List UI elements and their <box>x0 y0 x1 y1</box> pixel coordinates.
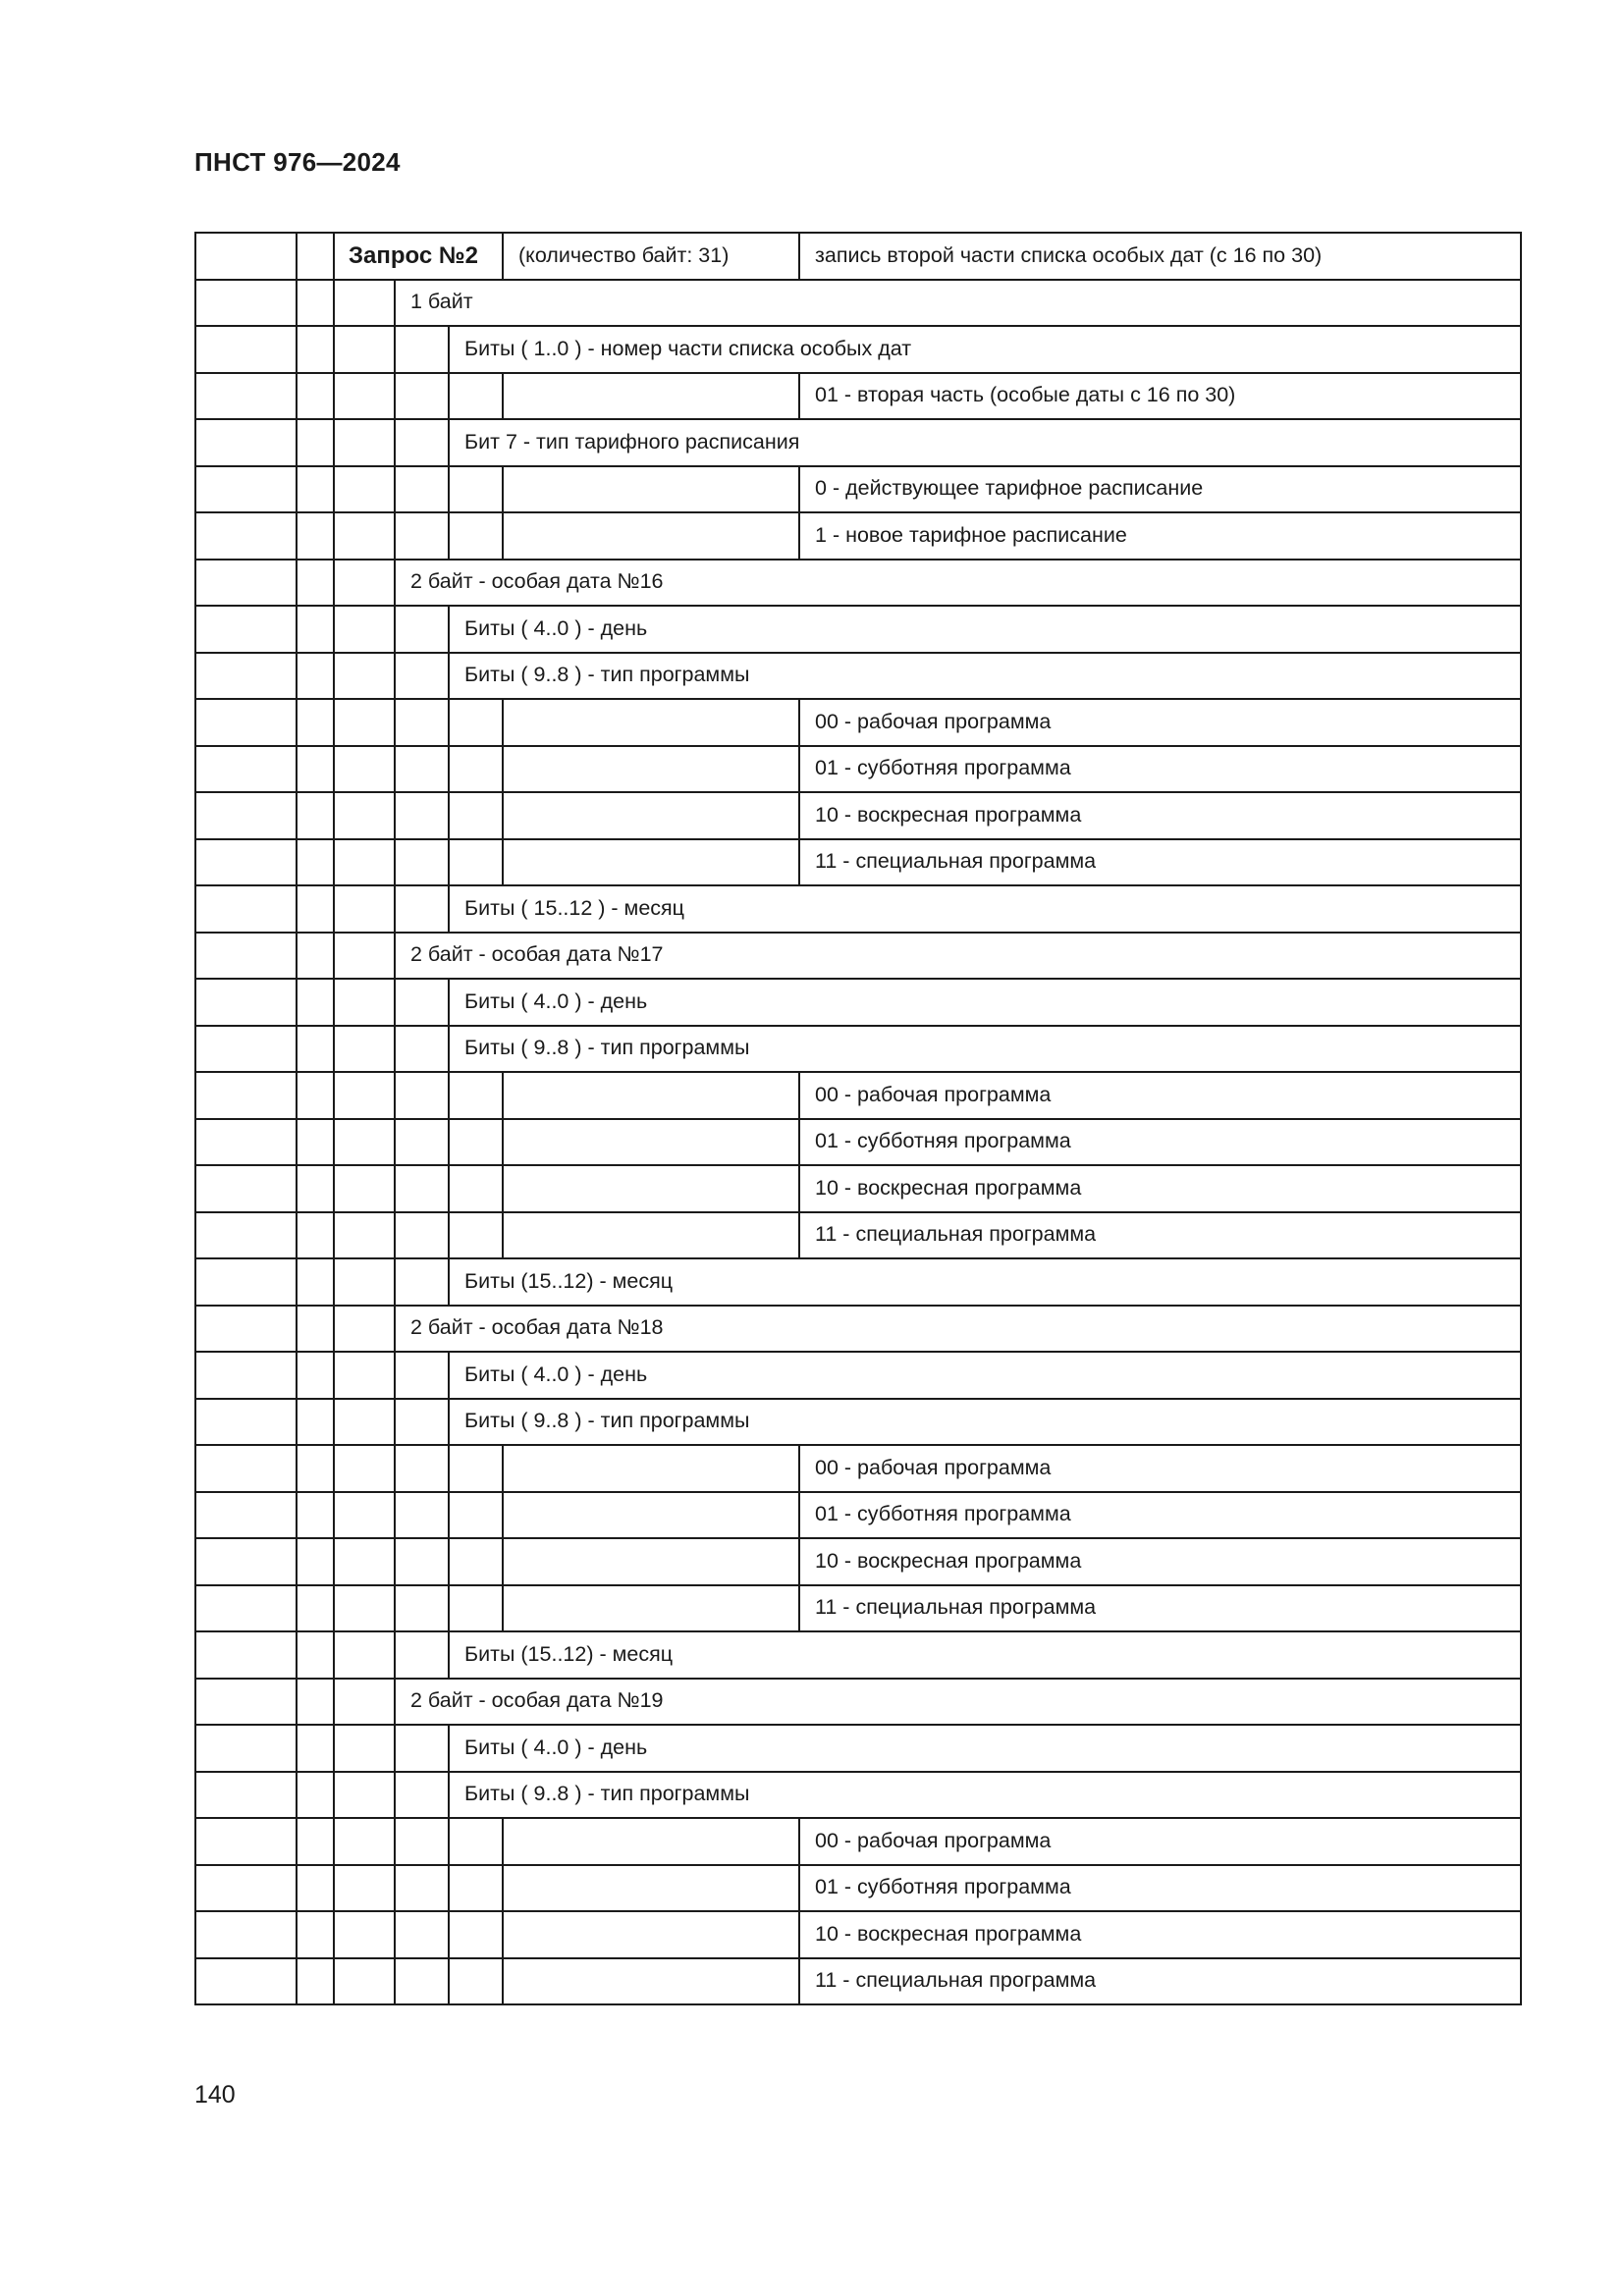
table-row <box>195 979 1521 1026</box>
empty-cell <box>334 1212 395 1259</box>
empty-cell <box>334 1725 395 1772</box>
empty-cell <box>334 1958 395 2005</box>
empty-cell <box>195 1725 297 1772</box>
empty-cell <box>395 1911 449 1958</box>
empty-cell <box>195 792 297 839</box>
empty-cell <box>297 1119 334 1166</box>
empty-cell <box>195 606 297 653</box>
bit-structure-table <box>194 232 1522 2005</box>
empty-cell <box>195 1585 297 1632</box>
empty-cell <box>449 1072 503 1119</box>
empty-cell <box>395 792 449 839</box>
empty-cell <box>195 1119 297 1166</box>
empty-cell <box>195 1306 297 1353</box>
empty-cell <box>395 1818 449 1865</box>
empty-cell <box>297 1072 334 1119</box>
bits-cell: Биты ( 1..0 ) - номер части списка особых дат <box>449 326 1521 373</box>
empty-cell <box>297 233 334 280</box>
empty-cell <box>297 373 334 420</box>
empty-cell <box>334 1772 395 1819</box>
empty-cell <box>195 933 297 980</box>
empty-cell <box>297 699 334 746</box>
table-row <box>195 1818 1521 1865</box>
value-cell: 01 - субботняя программа <box>799 1119 1521 1166</box>
table-row <box>195 1212 1521 1259</box>
table-body <box>195 233 1521 2004</box>
empty-cell <box>503 1072 799 1119</box>
empty-cell <box>334 979 395 1026</box>
bits-cell: Биты ( 9..8 ) - тип программы <box>449 1026 1521 1073</box>
empty-cell <box>195 466 297 513</box>
table-row <box>195 512 1521 560</box>
request-description: запись второй части списка особых дат (с 16 по 30) <box>799 233 1521 280</box>
empty-cell <box>503 1165 799 1212</box>
document-header: ПНСТ 976—2024 <box>194 147 401 177</box>
table-row <box>195 1865 1521 1912</box>
empty-cell <box>334 512 395 560</box>
empty-cell <box>334 1911 395 1958</box>
empty-cell <box>395 1631 449 1679</box>
empty-cell <box>195 1165 297 1212</box>
empty-cell <box>503 466 799 513</box>
table-row <box>195 746 1521 793</box>
empty-cell <box>503 1538 799 1585</box>
table-row <box>195 792 1521 839</box>
empty-cell <box>195 885 297 933</box>
empty-cell <box>449 1538 503 1585</box>
request-byte-count: (количество байт: 31) <box>503 233 799 280</box>
empty-cell <box>297 885 334 933</box>
empty-cell <box>395 1165 449 1212</box>
table-row <box>195 373 1521 420</box>
value-cell: 10 - воскресная программа <box>799 1911 1521 1958</box>
empty-cell <box>395 419 449 466</box>
empty-cell <box>395 1958 449 2005</box>
table-row <box>195 1725 1521 1772</box>
value-cell: 00 - рабочая программа <box>799 699 1521 746</box>
table-row <box>195 653 1521 700</box>
empty-cell <box>334 1445 395 1492</box>
empty-cell <box>395 1865 449 1912</box>
empty-cell <box>395 1772 449 1819</box>
empty-cell <box>334 839 395 886</box>
value-cell: 11 - специальная программа <box>799 1958 1521 2005</box>
empty-cell <box>195 1258 297 1306</box>
empty-cell <box>195 1679 297 1726</box>
table-row <box>195 1119 1521 1166</box>
empty-cell <box>395 1725 449 1772</box>
byte-cell: 2 байт - особая дата №16 <box>395 560 1521 607</box>
value-cell: 10 - воскресная программа <box>799 792 1521 839</box>
value-cell: 00 - рабочая программа <box>799 1818 1521 1865</box>
empty-cell <box>395 699 449 746</box>
empty-cell <box>449 1492 503 1539</box>
bits-cell: Биты (15..12) - месяц <box>449 1258 1521 1306</box>
empty-cell <box>334 1306 395 1353</box>
empty-cell <box>297 512 334 560</box>
empty-cell <box>449 373 503 420</box>
empty-cell <box>449 1165 503 1212</box>
empty-cell <box>395 1352 449 1399</box>
bits-cell: Биты (15..12) - месяц <box>449 1631 1521 1679</box>
empty-cell <box>195 280 297 327</box>
empty-cell <box>297 606 334 653</box>
table-row <box>195 1399 1521 1446</box>
empty-cell <box>297 1538 334 1585</box>
empty-cell <box>449 1865 503 1912</box>
empty-cell <box>395 1538 449 1585</box>
empty-cell <box>297 1258 334 1306</box>
value-cell: 11 - специальная программа <box>799 1212 1521 1259</box>
empty-cell <box>334 326 395 373</box>
table-row <box>195 933 1521 980</box>
value-cell: 10 - воскресная программа <box>799 1165 1521 1212</box>
empty-cell <box>334 560 395 607</box>
empty-cell <box>503 1585 799 1632</box>
empty-cell <box>297 839 334 886</box>
empty-cell <box>297 1958 334 2005</box>
request-header-row <box>195 233 1521 280</box>
bits-cell: Биты ( 4..0 ) - день <box>449 1352 1521 1399</box>
empty-cell <box>503 1212 799 1259</box>
empty-cell <box>297 1492 334 1539</box>
value-cell: 00 - рабочая программа <box>799 1445 1521 1492</box>
empty-cell <box>395 1072 449 1119</box>
empty-cell <box>297 560 334 607</box>
empty-cell <box>449 1911 503 1958</box>
empty-cell <box>395 466 449 513</box>
empty-cell <box>395 979 449 1026</box>
request-title: Запрос №2 <box>334 233 503 280</box>
empty-cell <box>395 1258 449 1306</box>
empty-cell <box>195 233 297 280</box>
empty-cell <box>297 1772 334 1819</box>
empty-cell <box>297 280 334 327</box>
empty-cell <box>195 1538 297 1585</box>
table-row <box>195 1538 1521 1585</box>
empty-cell <box>395 1026 449 1073</box>
empty-cell <box>449 1119 503 1166</box>
empty-cell <box>195 1818 297 1865</box>
empty-cell <box>297 1352 334 1399</box>
empty-cell <box>449 839 503 886</box>
table-row <box>195 1306 1521 1353</box>
empty-cell <box>503 1958 799 2005</box>
table-row <box>195 1631 1521 1679</box>
bits-cell: Биты ( 9..8 ) - тип программы <box>449 653 1521 700</box>
empty-cell <box>297 792 334 839</box>
empty-cell <box>503 839 799 886</box>
empty-cell <box>297 1679 334 1726</box>
bits-cell: Биты ( 4..0 ) - день <box>449 1725 1521 1772</box>
value-cell: 1 - новое тарифное расписание <box>799 512 1521 560</box>
table-row <box>195 1772 1521 1819</box>
empty-cell <box>334 1165 395 1212</box>
empty-cell <box>503 373 799 420</box>
table-row <box>195 466 1521 513</box>
table-row <box>195 280 1521 327</box>
empty-cell <box>297 1399 334 1446</box>
empty-cell <box>297 1212 334 1259</box>
empty-cell <box>503 1911 799 1958</box>
empty-cell <box>297 466 334 513</box>
empty-cell <box>297 1585 334 1632</box>
table-row <box>195 560 1521 607</box>
empty-cell <box>503 699 799 746</box>
empty-cell <box>297 1165 334 1212</box>
empty-cell <box>449 1212 503 1259</box>
empty-cell <box>195 1072 297 1119</box>
empty-cell <box>449 1958 503 2005</box>
byte-cell: 2 байт - особая дата №17 <box>395 933 1521 980</box>
bits-cell: Биты ( 9..8 ) - тип программы <box>449 1399 1521 1446</box>
empty-cell <box>195 373 297 420</box>
empty-cell <box>334 699 395 746</box>
empty-cell <box>334 746 395 793</box>
table-row <box>195 1585 1521 1632</box>
empty-cell <box>334 280 395 327</box>
empty-cell <box>449 1818 503 1865</box>
value-cell: 11 - специальная программа <box>799 839 1521 886</box>
empty-cell <box>334 419 395 466</box>
empty-cell <box>395 653 449 700</box>
page-number: 140 <box>194 2081 236 2109</box>
empty-cell <box>334 1679 395 1726</box>
table-row <box>195 1352 1521 1399</box>
empty-cell <box>395 746 449 793</box>
empty-cell <box>195 1772 297 1819</box>
empty-cell <box>297 1445 334 1492</box>
empty-cell <box>297 1818 334 1865</box>
empty-cell <box>395 326 449 373</box>
table-row <box>195 419 1521 466</box>
empty-cell <box>195 1399 297 1446</box>
empty-cell <box>395 1585 449 1632</box>
table-row <box>195 1445 1521 1492</box>
empty-cell <box>195 1352 297 1399</box>
empty-cell <box>334 1631 395 1679</box>
empty-cell <box>395 1445 449 1492</box>
empty-cell <box>195 979 297 1026</box>
empty-cell <box>334 653 395 700</box>
empty-cell <box>195 746 297 793</box>
bits-cell: Биты ( 9..8 ) - тип программы <box>449 1772 1521 1819</box>
table-row <box>195 606 1521 653</box>
empty-cell <box>195 560 297 607</box>
table-row <box>195 1258 1521 1306</box>
empty-cell <box>297 326 334 373</box>
empty-cell <box>503 1818 799 1865</box>
empty-cell <box>334 933 395 980</box>
empty-cell <box>297 1306 334 1353</box>
empty-cell <box>334 1026 395 1073</box>
empty-cell <box>195 1865 297 1912</box>
empty-cell <box>449 699 503 746</box>
empty-cell <box>449 792 503 839</box>
empty-cell <box>297 1865 334 1912</box>
table-row <box>195 1072 1521 1119</box>
empty-cell <box>297 653 334 700</box>
empty-cell <box>449 512 503 560</box>
value-cell: 0 - действующее тарифное расписание <box>799 466 1521 513</box>
empty-cell <box>334 1818 395 1865</box>
empty-cell <box>334 1538 395 1585</box>
empty-cell <box>195 699 297 746</box>
empty-cell <box>195 1026 297 1073</box>
empty-cell <box>334 1119 395 1166</box>
empty-cell <box>297 746 334 793</box>
empty-cell <box>334 1865 395 1912</box>
byte-cell: 2 байт - особая дата №18 <box>395 1306 1521 1353</box>
table-row <box>195 1958 1521 2005</box>
empty-cell <box>503 1445 799 1492</box>
empty-cell <box>297 1631 334 1679</box>
empty-cell <box>195 839 297 886</box>
empty-cell <box>395 839 449 886</box>
empty-cell <box>334 1352 395 1399</box>
table-row <box>195 1165 1521 1212</box>
empty-cell <box>297 933 334 980</box>
empty-cell <box>297 1026 334 1073</box>
empty-cell <box>395 1492 449 1539</box>
empty-cell <box>195 512 297 560</box>
empty-cell <box>297 979 334 1026</box>
empty-cell <box>395 606 449 653</box>
bits-cell: Биты ( 4..0 ) - день <box>449 979 1521 1026</box>
value-cell: 01 - субботняя программа <box>799 746 1521 793</box>
empty-cell <box>195 326 297 373</box>
table-row <box>195 326 1521 373</box>
table-row <box>195 885 1521 933</box>
empty-cell <box>449 1585 503 1632</box>
empty-cell <box>395 512 449 560</box>
table-row <box>195 839 1521 886</box>
byte-cell: 1 байт <box>395 280 1521 327</box>
empty-cell <box>334 1585 395 1632</box>
empty-cell <box>334 1258 395 1306</box>
empty-cell <box>395 1212 449 1259</box>
empty-cell <box>334 373 395 420</box>
table-row <box>195 1026 1521 1073</box>
empty-cell <box>503 1492 799 1539</box>
empty-cell <box>195 1212 297 1259</box>
bits-cell: Бит 7 - тип тарифного расписания <box>449 419 1521 466</box>
empty-cell <box>395 885 449 933</box>
value-cell: 10 - воскресная программа <box>799 1538 1521 1585</box>
empty-cell <box>195 1958 297 2005</box>
empty-cell <box>503 512 799 560</box>
empty-cell <box>449 466 503 513</box>
empty-cell <box>297 419 334 466</box>
empty-cell <box>395 1399 449 1446</box>
empty-cell <box>334 1492 395 1539</box>
value-cell: 11 - специальная программа <box>799 1585 1521 1632</box>
empty-cell <box>334 1399 395 1446</box>
empty-cell <box>449 1445 503 1492</box>
empty-cell <box>195 653 297 700</box>
byte-cell: 2 байт - особая дата №19 <box>395 1679 1521 1726</box>
empty-cell <box>334 466 395 513</box>
empty-cell <box>195 419 297 466</box>
value-cell: 00 - рабочая программа <box>799 1072 1521 1119</box>
table-row <box>195 1911 1521 1958</box>
bits-cell: Биты ( 4..0 ) - день <box>449 606 1521 653</box>
table-row <box>195 699 1521 746</box>
empty-cell <box>334 606 395 653</box>
empty-cell <box>503 1865 799 1912</box>
empty-cell <box>334 792 395 839</box>
empty-cell <box>297 1911 334 1958</box>
empty-cell <box>503 746 799 793</box>
empty-cell <box>395 373 449 420</box>
empty-cell <box>334 885 395 933</box>
empty-cell <box>334 1072 395 1119</box>
value-cell: 01 - субботняя программа <box>799 1865 1521 1912</box>
empty-cell <box>195 1911 297 1958</box>
table-row <box>195 1679 1521 1726</box>
value-cell: 01 - вторая часть (особые даты с 16 по 30) <box>799 373 1521 420</box>
empty-cell <box>195 1445 297 1492</box>
table-row <box>195 1492 1521 1539</box>
empty-cell <box>395 1119 449 1166</box>
value-cell: 01 - субботняя программа <box>799 1492 1521 1539</box>
empty-cell <box>503 1119 799 1166</box>
empty-cell <box>297 1725 334 1772</box>
empty-cell <box>195 1492 297 1539</box>
bits-cell: Биты ( 15..12 ) - месяц <box>449 885 1521 933</box>
empty-cell <box>503 792 799 839</box>
empty-cell <box>449 746 503 793</box>
empty-cell <box>195 1631 297 1679</box>
